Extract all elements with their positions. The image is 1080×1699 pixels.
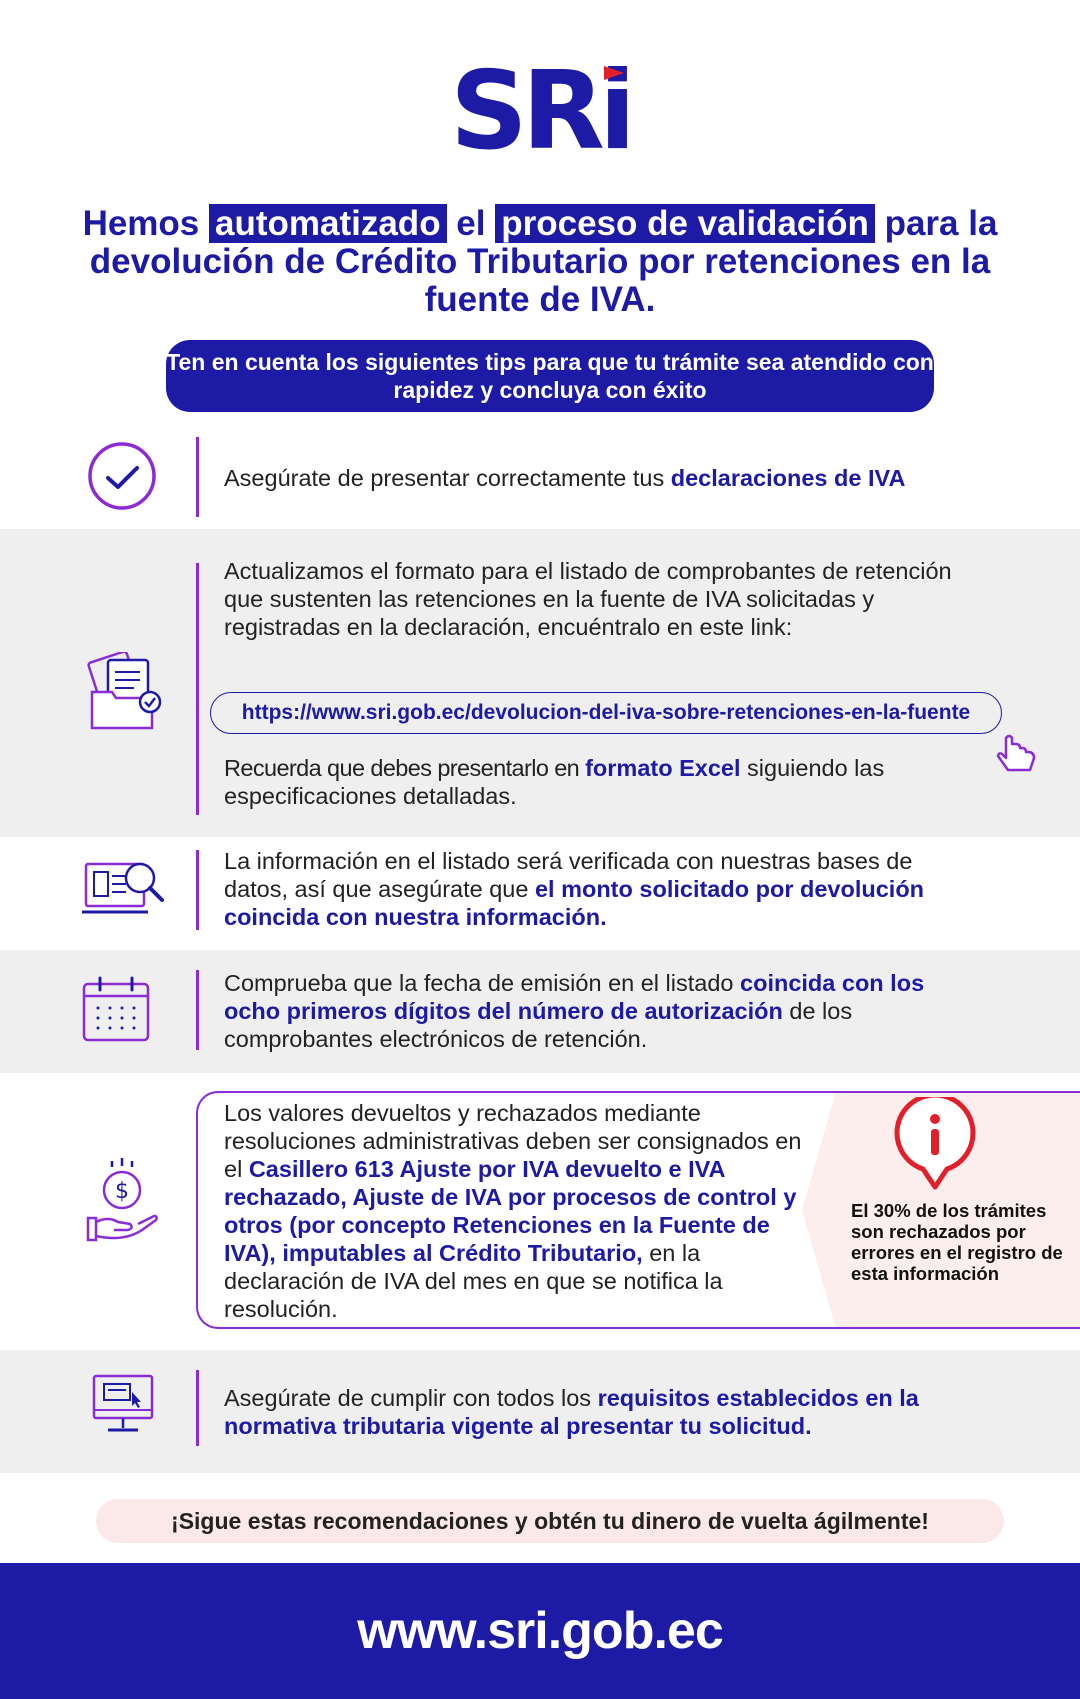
logo-flag-icon xyxy=(604,66,624,80)
headline-highlight: automatizado xyxy=(209,204,447,243)
tips-banner-text: Ten en cuenta los siguientes tips para que tu trámite sea atendido con rapidez y concluya con éxito xyxy=(166,349,934,403)
footer-website[interactable] xyxy=(0,1563,1080,1699)
tip-emphasis: formato Excel xyxy=(585,755,741,781)
check-circle-icon xyxy=(86,440,158,512)
documents-folder-icon xyxy=(78,652,164,732)
tip-text-part: de los comprobantes electrónicos de retención. xyxy=(224,998,853,1052)
callout-text: El 30% de los trámites son rechazados por errores en el registro de esta información xyxy=(851,1200,1063,1284)
calendar-icon xyxy=(82,976,150,1042)
pointer-hand-icon xyxy=(996,732,1040,776)
format-link-text[interactable]: https://www.sri.gob.ec/devolucion-del-iva-sobre-retenciones-en-la-fuente xyxy=(241,701,971,724)
tip4-text xyxy=(224,969,944,1053)
tip-emphasis: el monto solicitado por devolución coincida con nuestra información. xyxy=(224,876,925,930)
tip-text-part: en la declaración de IVA del mes en que se notifica la resolución. xyxy=(224,1240,723,1322)
tip-emphasis: coincida con los ocho primeros dígitos del número de autorización xyxy=(224,970,925,1024)
tip-text-part: Asegúrate de cumplir con todos los xyxy=(224,1385,598,1411)
closing-message xyxy=(96,1499,1004,1543)
divider xyxy=(196,970,199,1050)
headline-part: Hemos xyxy=(82,204,209,243)
tip-emphasis: requisitos establecidos en la normativa tributaria vigente al presentar tu solicitud. xyxy=(224,1385,919,1439)
page-title xyxy=(60,205,1020,319)
tip-emphasis: Casillero 613 Ajuste por IVA devuelto e IVA rechazado, Ajuste de IVA por procesos de control y otros (por concepto Retenciones en la Fuente de IVA), imputables al Crédito Tributario, xyxy=(224,1156,797,1266)
info-alert-icon xyxy=(893,1097,977,1191)
tip6-text xyxy=(224,1384,944,1440)
headline-part: para la devolución de Crédito Tributario por retenciones en la fuente de IVA. xyxy=(89,204,998,319)
laptop-search-icon xyxy=(82,858,166,924)
tip2-note xyxy=(224,754,984,810)
money-hand-icon xyxy=(84,1158,160,1242)
tip-emphasis: declaraciones de IVA xyxy=(670,465,906,491)
headline-highlight: proceso de validación xyxy=(495,204,875,243)
tip5-text xyxy=(224,1099,804,1323)
divider xyxy=(196,850,199,930)
logo-text: SRi xyxy=(450,49,630,174)
headline-part: el xyxy=(446,204,496,243)
tip1-text xyxy=(224,464,1024,492)
tip-text-part: siguiendo las especificaciones detalladas. xyxy=(224,755,885,809)
monitor-icon xyxy=(92,1374,154,1436)
tip-text-part: Los valores devueltos y rechazados mediante resoluciones administrativas deben ser consignados en el xyxy=(224,1100,802,1182)
tip3-text xyxy=(224,847,944,931)
svg-text:$: $ xyxy=(115,1179,129,1204)
footer-url[interactable]: www.sri.gob.ec xyxy=(357,1602,723,1660)
format-link[interactable] xyxy=(210,692,1002,734)
tip-text-part: Recuerda que debes presentarlo en xyxy=(224,755,586,781)
divider xyxy=(196,563,199,815)
tip-text-part: Comprueba que la fecha de emisión en el listado xyxy=(224,970,741,996)
tip2-text: Actualizamos el formato para el listado de comprobantes de retención que sustenten las retenciones en la fuente de IVA solicitadas y registradas en la declaración, encuéntralo en este link: xyxy=(224,558,952,640)
divider xyxy=(196,437,199,517)
closing-text: ¡Sigue estas recomendaciones y obtén tu dinero de vuelta ágilmente! xyxy=(171,1507,929,1534)
tip-text-part: Asegúrate de presentar correctamente tus xyxy=(224,465,671,491)
tips-banner xyxy=(166,340,934,412)
tip-text-part: La información en el listado será verificada con nuestras bases de datos, así que asegúrate que xyxy=(224,848,913,902)
sri-logo xyxy=(0,49,1080,174)
divider xyxy=(196,1370,199,1446)
